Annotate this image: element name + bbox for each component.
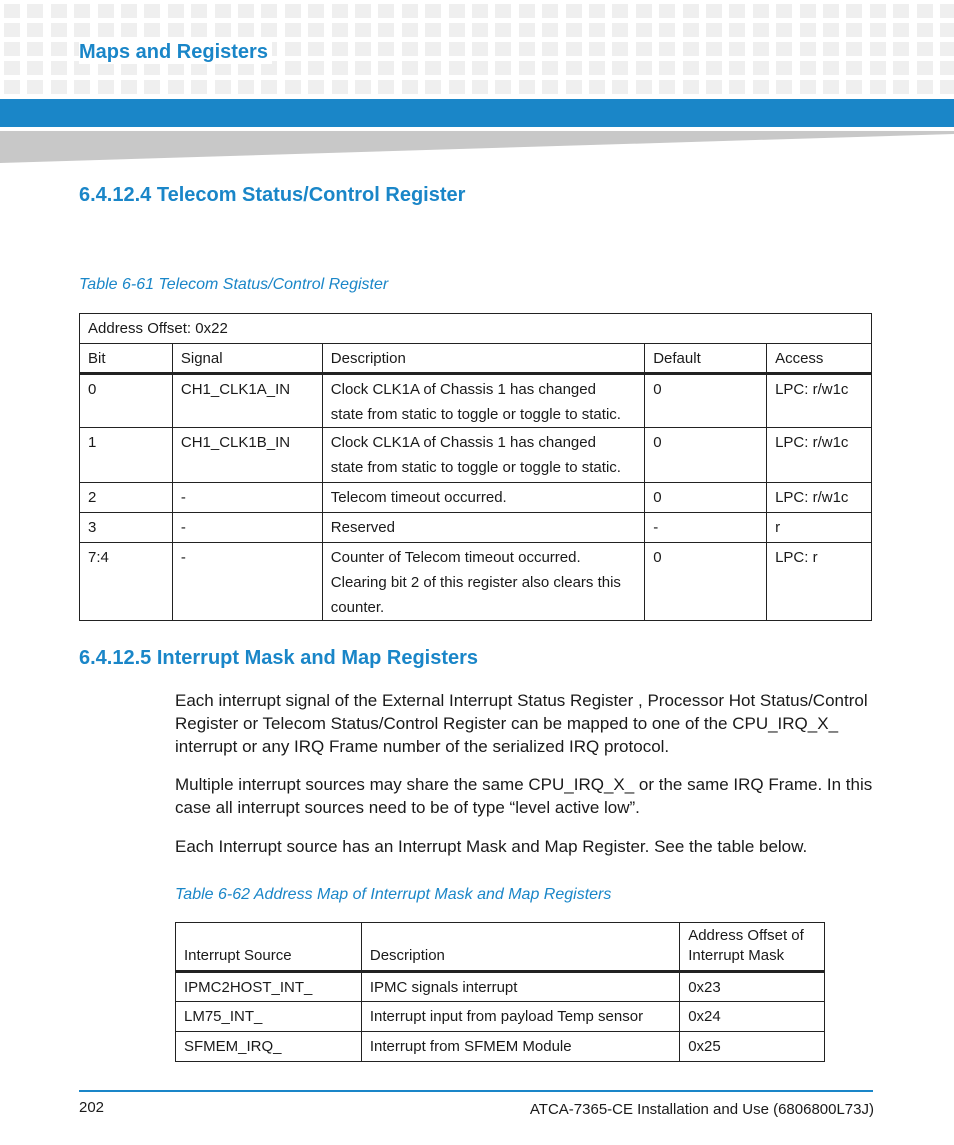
description-cell: Reserved [322,513,644,543]
bit-cell: 3 [80,513,173,543]
description-cell [322,374,644,428]
signal-cell: - [172,543,322,621]
header-pattern-square [472,4,488,18]
header-pattern-square [402,61,418,75]
header-pattern-square [612,61,628,75]
document-title: ATCA-7365-CE Installation and Use (6806800L73J) [529,1101,874,1118]
header-pattern-square [191,4,207,18]
header-pattern-square [355,42,371,56]
header-pattern-square [495,80,511,94]
footer-rule [79,1090,873,1092]
header-pattern-square [4,61,20,75]
header-pattern-square [191,23,207,37]
table-row [80,513,872,543]
header-pattern-square [776,80,792,94]
header-pattern-square [846,42,862,56]
header-pattern-square [238,80,254,94]
signal-cell: - [172,483,322,513]
table-caption-6-62: Table 6-62 Address Map of Interrupt Mask and Map Registers [175,886,612,903]
header-pattern-square [729,80,745,94]
header-pattern-square [917,42,933,56]
header-line: Interrupt Mask [688,947,785,964]
header-pattern-square [800,80,816,94]
header-pattern-square [870,42,886,56]
header-pattern-square [472,61,488,75]
interrupt-mask-table [175,922,825,1062]
header-pattern-square [308,80,324,94]
header-pattern-square [4,23,20,37]
header-pattern-square [378,80,394,94]
signal-cell: - [172,513,322,543]
header-pattern-square [449,42,465,56]
header-pattern-square [308,61,324,75]
header-pattern-square [566,80,582,94]
header-pattern-square [98,4,114,18]
default-cell: 0 [645,374,767,428]
section-heading-telecom: 6.4.12.4 Telecom Status/Control Register [79,184,466,206]
header-pattern-square [332,23,348,37]
description-line: state from static to toggle or toggle to static. [330,406,621,423]
col-header-bit: Bit [80,344,173,374]
access-cell: LPC: r/w1c [767,483,872,513]
header-pattern-square [823,80,839,94]
header-pattern-square [27,4,43,18]
header-pattern-square [846,23,862,37]
header-pattern-square [51,80,67,94]
header-pattern-square [402,42,418,56]
header-pattern-square [261,80,277,94]
header-pattern-square [636,23,652,37]
telecom-register-table [79,313,872,621]
header-pattern-square [168,23,184,37]
header-pattern-square [74,4,90,18]
header-pattern-square [683,42,699,56]
description-line: Clock CLK1A of Chassis 1 has changed [330,434,596,451]
description-cell [322,428,644,483]
header-pattern-square [800,61,816,75]
header-pattern-square [566,4,582,18]
header-pattern-square [940,80,954,94]
header-pattern-square [893,42,909,56]
source-cell: IPMC2HOST_INT_ [176,972,362,1002]
header-pattern-square [425,42,441,56]
header-pattern-square [706,4,722,18]
header-pattern-square [144,23,160,37]
header-blue-bar [0,99,954,127]
header-pattern-square [612,42,628,56]
header-pattern-square [893,61,909,75]
description-line: Counter of Telecom timeout occurred. [330,549,581,566]
bit-cell: 1 [80,428,173,483]
access-cell: LPC: r [767,543,872,621]
header-title: Maps and Registers [79,41,272,64]
header-pattern-square [402,4,418,18]
header-pattern-square [144,80,160,94]
source-cell: LM75_INT_ [176,1002,362,1032]
header-pattern-square [285,23,301,37]
offset-cell: 0x25 [680,1032,825,1062]
table-row [80,543,872,621]
header-pattern-square [729,42,745,56]
description-cell: Telecom timeout occurred. [322,483,644,513]
header-pattern-square [729,61,745,75]
header-pattern-square [612,80,628,94]
header-pattern-square [753,61,769,75]
description-cell: Interrupt from SFMEM Module [361,1032,679,1062]
header-grey-wedge [0,131,954,163]
header-pattern-square [215,4,231,18]
header-pattern-square [823,4,839,18]
page-number: 202 [79,1099,105,1116]
header-pattern-square [917,61,933,75]
header-pattern-square [378,23,394,37]
table-row [176,972,825,1002]
bit-cell: 2 [80,483,173,513]
header-pattern-square [659,23,675,37]
header-pattern-square [519,4,535,18]
header-pattern-square [285,61,301,75]
header-pattern-square [940,61,954,75]
header-pattern-square [51,42,67,56]
body-paragraph: Each interrupt signal of the External Interrupt Status Register , Processor Hot Status/Control Register or Telecom Status/Control Register can be mapped to one of the CPU_IRQ_X_ interrupt or any IRQ Frame number of the serialized IRQ protocol. [175,691,868,756]
header-pattern-square [355,4,371,18]
body-paragraph: Each Interrupt source has an Interrupt Mask and Map Register. See the table below. [175,837,808,856]
bit-cell: 0 [80,374,173,428]
header-pattern-square [144,4,160,18]
offset-cell: 0x24 [680,1002,825,1032]
header-pattern-square [308,42,324,56]
access-cell: LPC: r/w1c [767,374,872,428]
header-pattern-square [449,4,465,18]
header-pattern-square [589,80,605,94]
header-pattern-square [74,23,90,37]
header-pattern-square [27,80,43,94]
bit-cell: 7:4 [80,543,173,621]
header-pattern-square [846,80,862,94]
header-pattern-square [612,23,628,37]
header-pattern-square [917,4,933,18]
offset-cell: 0x23 [680,972,825,1002]
header-pattern-square [706,61,722,75]
header-pattern-square [940,4,954,18]
header-pattern-square [495,61,511,75]
header-pattern-square [776,61,792,75]
header-pattern-square [589,4,605,18]
header-pattern-square [823,61,839,75]
header-pattern-square [308,4,324,18]
col-header-description: Description [322,344,644,374]
header-pattern-square [168,4,184,18]
header-pattern-square [800,4,816,18]
header-pattern-square [472,42,488,56]
header-pattern-square [589,23,605,37]
header-pattern-square [261,23,277,37]
header-pattern-square [425,80,441,94]
header-pattern-square [823,42,839,56]
header-pattern-square [800,42,816,56]
header-pattern-square [472,23,488,37]
header-pattern-square [332,42,348,56]
header-pattern-square [332,80,348,94]
header-pattern-square [893,80,909,94]
header-pattern-square [659,4,675,18]
header-pattern-square [542,61,558,75]
header-pattern-square [776,42,792,56]
header-pattern-square [425,61,441,75]
header-pattern-square [449,23,465,37]
col-header-access: Access [767,344,872,374]
description-line: Clock CLK1A of Chassis 1 has changed [330,381,596,398]
table-row [176,1002,825,1032]
access-cell: r [767,513,872,543]
header-pattern-square [776,23,792,37]
header-pattern-square [495,4,511,18]
header-pattern-square [285,4,301,18]
header-pattern-square [121,80,137,94]
header-pattern-square [402,23,418,37]
default-cell: 0 [645,543,767,621]
access-cell: LPC: r/w1c [767,428,872,483]
header-pattern-square [659,42,675,56]
header-pattern-square [332,4,348,18]
header-pattern-square [378,4,394,18]
header-pattern-square [870,4,886,18]
header-pattern-square [636,4,652,18]
header-pattern-square [519,61,535,75]
header-pattern-square [425,4,441,18]
header-pattern-square [753,23,769,37]
header-pattern-square [659,80,675,94]
header-pattern-square [98,80,114,94]
header-pattern-square [449,80,465,94]
header-pattern-square [285,42,301,56]
source-cell: SFMEM_IRQ_ [176,1032,362,1062]
header-pattern-square [51,23,67,37]
header-pattern-square [940,42,954,56]
description-cell: Interrupt input from payload Temp sensor [361,1002,679,1032]
col-header-default: Default [645,344,767,374]
header-pattern-square [355,23,371,37]
header-pattern-square [238,4,254,18]
header-pattern-square [683,4,699,18]
header-pattern-square [683,23,699,37]
section-heading-interrupt-mask: 6.4.12.5 Interrupt Mask and Map Registers [79,647,479,669]
header-pattern-square [308,23,324,37]
header-pattern-square [542,80,558,94]
header-pattern-square [753,4,769,18]
header-pattern-square [215,23,231,37]
header-pattern-square [449,61,465,75]
header-pattern-square [519,80,535,94]
description-line: state from static to toggle or toggle to static. [330,459,621,476]
header-pattern-square [940,23,954,37]
header-pattern-square [917,80,933,94]
header-pattern-square [495,23,511,37]
header-pattern-square [683,61,699,75]
header-pattern-square [800,23,816,37]
body-paragraph: Multiple interrupt sources may share the same CPU_IRQ_X_ or the same IRQ Frame. In this case all interrupt sources need to be of type “level active low”. [175,775,873,817]
header-pattern-square [51,61,67,75]
header-pattern-square [4,42,20,56]
table-row [80,374,872,428]
header-pattern-square [519,23,535,37]
header-pattern-square [729,4,745,18]
header-pattern-square [636,42,652,56]
default-cell: 0 [645,483,767,513]
header-pattern-square [191,80,207,94]
col-header-interrupt-source: Interrupt Source [176,923,362,972]
header-pattern-square [683,80,699,94]
header-pattern-square [636,61,652,75]
address-offset-cell: Address Offset: 0x22 [80,314,872,344]
table-row [80,483,872,513]
header-pattern-square [612,4,628,18]
header-pattern-square [589,42,605,56]
header-pattern-square [776,4,792,18]
header-pattern-square [425,23,441,37]
header-pattern-square [121,4,137,18]
signal-cell: CH1_CLK1A_IN [172,374,322,428]
header-pattern-square [893,4,909,18]
header-pattern-square [589,61,605,75]
header-pattern-square [261,4,277,18]
header-pattern-square [51,4,67,18]
table-row [80,428,872,483]
header-pattern-square [542,23,558,37]
header-pattern-square [917,23,933,37]
header-pattern-square [4,80,20,94]
default-cell: - [645,513,767,543]
description-line: Clearing bit 2 of this register also clears this [330,574,621,591]
header-pattern-square [27,23,43,37]
header-pattern-square [378,61,394,75]
header-pattern-square [74,80,90,94]
header-pattern-square [4,4,20,18]
header-pattern-square [332,61,348,75]
header-pattern-square [238,23,254,37]
header-pattern-square [121,23,137,37]
header-pattern-square [823,23,839,37]
header-pattern-square [542,42,558,56]
description-line: counter. [330,599,385,616]
header-pattern-square [355,61,371,75]
header-pattern-square [542,4,558,18]
header-pattern-square [893,23,909,37]
header-pattern-square [729,23,745,37]
header-pattern-square [402,80,418,94]
header-pattern-square [566,23,582,37]
header-pattern-square [27,42,43,56]
header-pattern-square [378,42,394,56]
header-pattern-square [566,42,582,56]
header-pattern-square [706,42,722,56]
description-cell [322,543,644,621]
header-pattern-square [753,42,769,56]
header-pattern-square [27,61,43,75]
header-pattern-square [636,80,652,94]
header-pattern-square [846,61,862,75]
header-pattern-square [566,61,582,75]
header-pattern-square [285,80,301,94]
default-cell: 0 [645,428,767,483]
col-header-description: Description [361,923,679,972]
description-cell: IPMC signals interrupt [361,972,679,1002]
header-pattern-square [870,61,886,75]
header-pattern-square [215,80,231,94]
header-pattern-square [519,42,535,56]
header-pattern-square [495,42,511,56]
table-row [176,1032,825,1062]
header-pattern-square [706,23,722,37]
signal-cell: CH1_CLK1B_IN [172,428,322,483]
header-pattern-square [355,80,371,94]
table-caption-6-61: Table 6-61 Telecom Status/Control Register [79,276,389,293]
col-header-signal: Signal [172,344,322,374]
header-pattern-square [659,61,675,75]
header-line: Address Offset of [688,927,804,944]
header-pattern-square [753,80,769,94]
header-pattern-square [472,80,488,94]
header-pattern-square [98,23,114,37]
col-header-address-offset [680,923,825,972]
header-pattern-square [706,80,722,94]
header-pattern-square [870,23,886,37]
header-pattern-square [846,4,862,18]
header-pattern-square [870,80,886,94]
header-pattern-square [168,80,184,94]
